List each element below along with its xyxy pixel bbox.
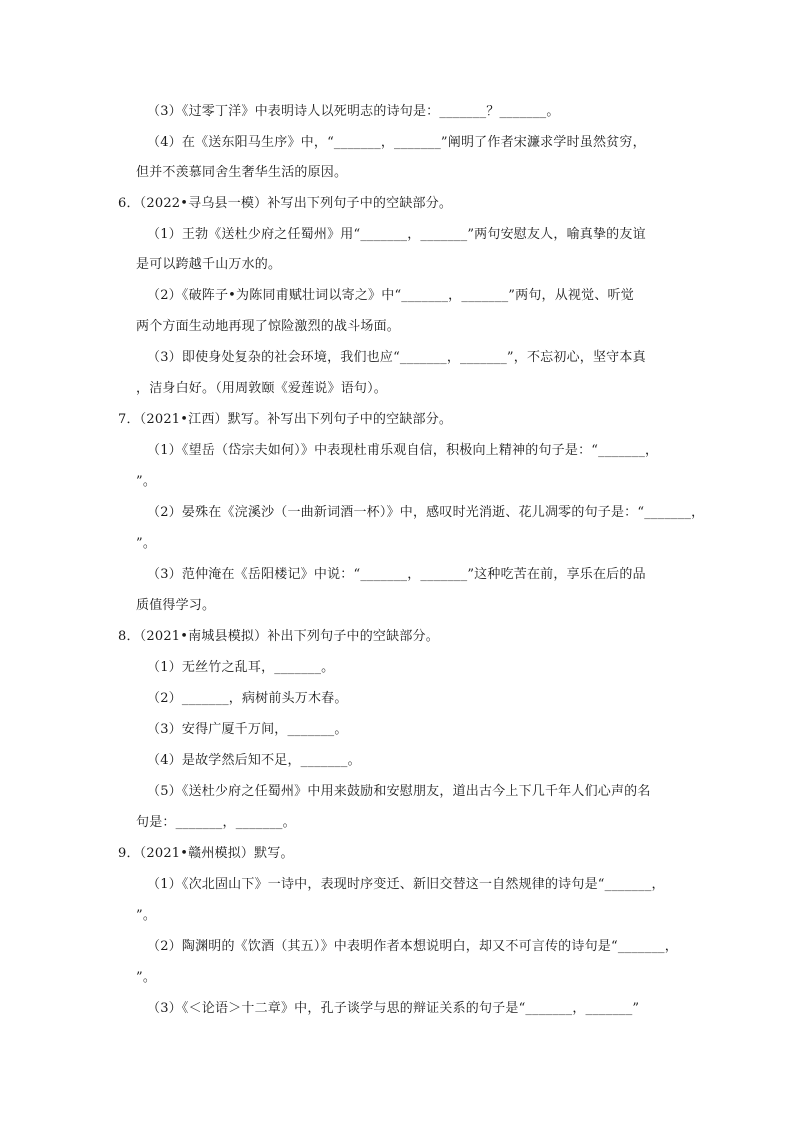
question-8-part-5-cont: 句是：_______，_______。 — [136, 815, 296, 830]
question-9-part-3: （3）《＜论语＞十二章》中，孔子谈学与思的辩证关系的句子是“_______，_______” — [147, 1001, 640, 1016]
question-7-part-2: （2）晏殊在《浣溪沙（一曲新词酒一杯）》中，感叹时光消逝、花儿凋零的句子是：“_______， — [147, 505, 705, 520]
question-6-heading: 6．（2022•寻乌县一模）补写出下列句子中的空缺部分。 — [118, 196, 453, 211]
question-7-part-1-cont: ”。 — [136, 474, 157, 489]
question-6-part-3: （3）即使身处复杂的社会环境，我们也应“_______，_______”，不忘初心，坚守本真 — [147, 350, 646, 365]
question-8-part-2: （2）_______，病树前头万木春。 — [147, 691, 348, 706]
question-6-part-1-cont: 是可以跨越千山万水的。 — [136, 257, 282, 272]
question-7-part-3: （3）范仲淹在《岳阳楼记》中说：“_______，_______”这种吃苦在前，享乐在后的品 — [147, 567, 646, 582]
question-8-part-5: （5）《送杜少府之任蜀州》中用来鼓励和安慰朋友，道出古今上下几千年人们心声的名 — [147, 784, 651, 799]
question-6-part-2: （2）《破阵子•为陈同甫赋壮词以寄之》中“_______，_______”两句，从视觉、听觉 — [147, 288, 634, 303]
question-7-part-1: （1）《望岳（岱宗夫如何）》中表现杜甫乐观自信，积极向上精神的句子是：“_______， — [147, 443, 659, 458]
question-8-part-1: （1）无丝竹之乱耳，_______。 — [147, 660, 335, 675]
question-5-part-3: （3）《过零丁洋》中表明诗人以死明志的诗句是：_______？_______。 — [147, 104, 560, 119]
question-9-part-2-cont: ”。 — [136, 970, 157, 985]
question-9-part-1-cont: ”。 — [136, 908, 157, 923]
question-8-part-3: （3）安得广厦千万间，_______。 — [147, 722, 348, 737]
question-6-part-3-cont: ，洁身白好。（用周敦颐《爱莲说》语句）。 — [136, 381, 388, 396]
question-7-heading: 7．（2021•江西）默写。补写出下列句子中的空缺部分。 — [118, 412, 453, 427]
question-5-part-4: （4）在《送东阳马生序》中，“_______，_______”阐明了作者宋濂求学时虽然贫穷， — [147, 135, 646, 150]
question-9-heading: 9．（2021•赣州模拟）默写。 — [118, 846, 294, 861]
question-8-heading: 8．（2021•南城县模拟）补出下列句子中的空缺部分。 — [118, 629, 439, 644]
question-8-part-4: （4）是故学然后知不足，_______。 — [147, 753, 361, 768]
question-9-part-2: （2）陶渊明的《饮酒（其五）》中表明作者本想说明白，却又不可言传的诗句是“_______， — [147, 939, 678, 954]
question-9-part-1: （1）《次北固山下》一诗中，表现时序变迁、新旧交替这一自然规律的诗句是“_______， — [147, 877, 665, 892]
question-6-part-2-cont: 两个方面生动地再现了惊险激烈的战斗场面。 — [136, 319, 401, 334]
question-7-part-3-cont: 质值得学习。 — [136, 598, 216, 613]
question-5-part-4-cont: 但并不羡慕同舍生奢华生活的原因。 — [136, 165, 348, 180]
question-7-part-2-cont: ”。 — [136, 536, 157, 551]
question-6-part-1: （1）王勃《送杜少府之任蜀州》用“_______，_______”两句安慰友人，喻真挚的友谊 — [147, 227, 646, 242]
